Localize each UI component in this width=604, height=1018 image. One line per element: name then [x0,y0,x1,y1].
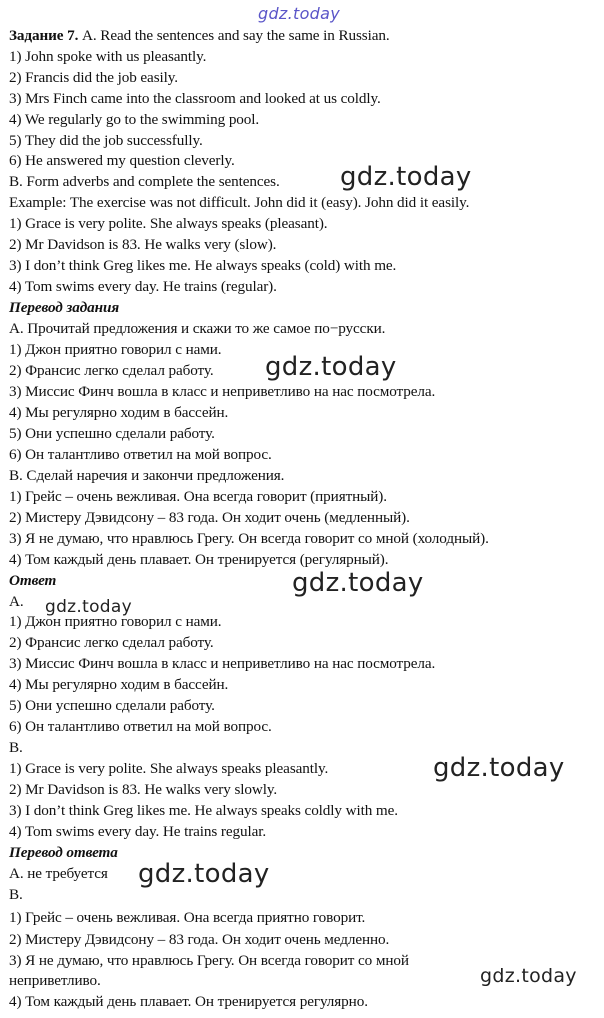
watermark: gdz.today [340,162,472,192]
answer-translation-heading: Перевод ответа [9,844,118,861]
watermark: gdz.today [138,859,270,889]
answer-a-item: 4) Мы регулярно ходим в бассейн. [9,676,229,693]
task-a-item: 6) He answered my question cleverly. [9,152,235,169]
task-a-item: 4) We regularly go to the swimming pool. [9,111,260,128]
answer-b-label: B. [9,739,23,756]
answer-a-item: 2) Франсис легко сделал работу. [9,634,214,651]
answer-b-item: 4) Tom swims every day. He trains regular. [9,823,267,840]
task-translation-a-item: 5) Они успешно сделали работу. [9,425,215,442]
task-translation-b-item: 1) Грейс – очень вежливая. Она всегда говорит (приятный). [9,488,387,505]
answer-a-label: A. [9,593,24,610]
answer-b-item: 2) Mr Davidson is 83. He walks very slowly. [9,781,278,798]
watermark: gdz.today [433,753,565,783]
task-part-a-intro: A. Read the sentences and say the same in Russian. [78,27,390,44]
task-translation-heading: Перевод задания [9,299,120,316]
task-translation-b-item: 2) Мистеру Дэвидсону – 83 года. Он ходит очень (медленный). [9,509,410,526]
answer-translation-a: А. не требуется [9,865,108,882]
task-title: Задание 7. [9,27,79,44]
task-b-item: 1) Grace is very polite. She always speaks (pleasant). [9,215,328,232]
task-translation-b-item: 3) Я не думаю, что нравлюсь Грегу. Он всегда говорит со мной (холодный). [9,530,489,547]
task-a-item: 2) Francis did the job easily. [9,69,178,86]
task-translation-a-item: 2) Франсис легко сделал работу. [9,362,214,379]
task-b-item: 4) Tom swims every day. He trains (regular). [9,278,277,295]
task-header-line [9,26,390,46]
watermark-top: gdz.today [258,4,340,23]
watermark: gdz.today [480,965,577,987]
task-translation-b-item: 4) Том каждый день плавает. Он тренируется (регулярный). [9,551,389,568]
task-translation-a-item: 6) Он талантливо ответил на мой вопрос. [9,446,272,463]
answer-a-item: 3) Миссис Финч вошла в класс и неприветливо на нас посмотрела. [9,655,436,672]
answer-translation-b-label: B. [9,886,23,903]
answer-translation-b-item: 1) Грейс – очень вежливая. Она всегда приятно говорит. [9,909,366,926]
answer-a-item: 6) Он талантливо ответил на мой вопрос. [9,718,272,735]
task-b-intro: B. Form adverbs and complete the sentences. [9,173,280,190]
answer-translation-b-item: 4) Том каждый день плавает. Он тренируется регулярно. [9,993,368,1010]
answer-a-item: 5) Они успешно сделали работу. [9,697,215,714]
watermark: gdz.today [265,352,397,382]
task-translation-a-item: 3) Миссис Финч вошла в класс и неприветливо на нас посмотрела. [9,383,436,400]
task-b-item: 3) I don’t think Greg likes me. He always speaks (cold) with me. [9,257,397,274]
task-translation-b-intro: B. Сделай наречия и закончи предложения. [9,467,285,484]
answer-translation-b-item: неприветливо. [9,972,101,989]
answer-b-item: 1) Grace is very polite. She always speaks pleasantly. [9,760,329,777]
task-b-item: 2) Mr Davidson is 83. He walks very (slow). [9,236,277,253]
answer-translation-b-item: 3) Я не думаю, что нравлюсь Грегу. Он всегда говорит со мной [9,952,409,969]
task-example: Example: The exercise was not difficult. John did it (easy). John did it easily. [9,194,470,211]
answer-heading: Ответ [9,572,57,589]
task-a-item: 1) John spoke with us pleasantly. [9,48,207,65]
task-translation-a-item: 4) Мы регулярно ходим в бассейн. [9,404,229,421]
task-a-item: 5) They did the job successfully. [9,132,203,149]
task-a-item: 3) Mrs Finch came into the classroom and looked at us coldly. [9,90,381,107]
answer-a-item: 1) Джон приятно говорил с нами. [9,613,222,630]
answer-translation-b-item: 2) Мистеру Дэвидсону – 83 года. Он ходит очень медленно. [9,931,390,948]
watermark: gdz.today [292,568,424,598]
task-translation-a-intro: А. Прочитай предложения и скажи то же самое по−русски. [9,320,386,337]
task-translation-a-item: 1) Джон приятно говорил с нами. [9,341,222,358]
answer-b-item: 3) I don’t think Greg likes me. He always speaks coldly with me. [9,802,398,819]
watermark: gdz.today [45,597,132,617]
